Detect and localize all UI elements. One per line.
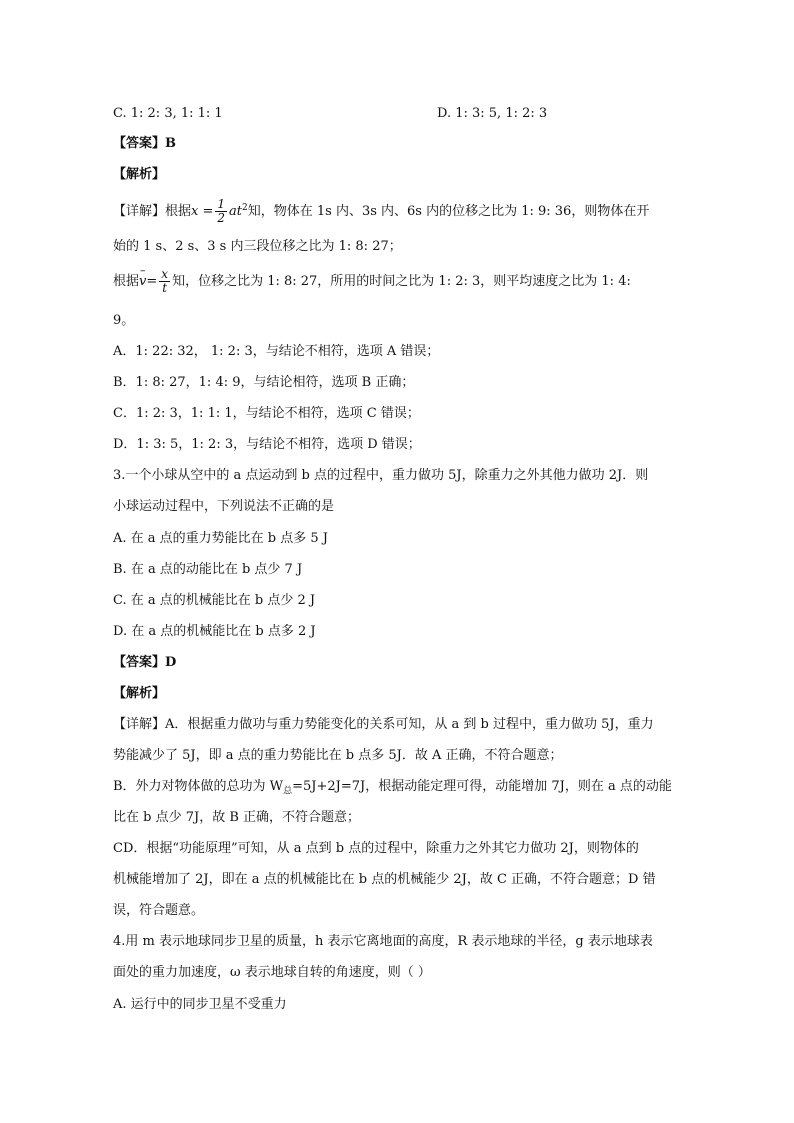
q3-detail-line-7: 误，符合题意。	[113, 903, 205, 918]
q3-answer: 【答案】D	[113, 655, 177, 670]
q3-detail-line-1: 【详解】A．根据重力做功与重力势能变化的关系可知，从 a 到 b 过程中，重力做功 5J，重力	[113, 717, 654, 732]
q4-option-a: A. 运行中的同步卫星不受重力	[113, 997, 287, 1012]
q4-stem-line-2: 面处的重力加速度，ω 表示地球自转的角速度，则（ ）	[113, 965, 431, 980]
formula-rhs: at	[229, 204, 242, 220]
q3-stem-line-2: 小球运动过程中，下列说法不正确的是	[113, 499, 335, 514]
q3-detail-line-5: CD．根据“功能原理”可知，从 a 点到 b 点的过程中，除重力之外其它力做功 2J，则物体的	[113, 841, 639, 856]
formula-lhs: x =	[191, 204, 214, 220]
q3-option-b: B. 在 a 点的动能比在 b 点少 7 J	[113, 562, 303, 577]
q2-option-b: B．1: 8: 27，1: 4: 9，与结论相符，选项 B 正确；	[113, 375, 415, 390]
detail-3-prefix: B．外力对物体做的总功为 W	[113, 779, 284, 794]
q3-detail-line-6: 机械能增加了 2J，即在 a 点的机械能比在 b 点的机械能少 2J，故 C 正确，不符合题意；D 错	[113, 872, 656, 887]
equals: =	[146, 274, 158, 290]
formula-exp: 2	[242, 202, 248, 213]
q2-option-a: A．1: 22: 32， 1: 2: 3，与结论不相符，选项 A 错误；	[113, 344, 440, 359]
q3-analysis-title: 【解析】	[113, 686, 166, 701]
detail-1-rest: 知，物体在 1s 内、3s 内、6s 内的位移之比为 1: 9: 36，则物体在开	[247, 204, 650, 220]
formula-den: 2	[217, 211, 226, 226]
v-num: x	[161, 267, 169, 281]
q2-detail-line-3	[113, 268, 631, 295]
option-c-top: C. 1: 2: 3, 1: 1: 1	[113, 106, 223, 121]
option-d-top: D. 1: 3: 5, 1: 2: 3	[437, 106, 548, 121]
v-den: t	[162, 281, 168, 296]
q2-answer: 【答案】B	[113, 136, 176, 151]
q3-stem-line-1: 3.一个小球从空中的 a 点运动到 b 点的过程中，重力做功 5J，除重力之外其他力做功 2J．则	[113, 468, 649, 483]
q3-option-c: C. 在 a 点的机械能比在 b 点少 2 J	[113, 593, 316, 608]
q3-detail-line-3	[113, 780, 672, 797]
q2-detail-line-4: 9。	[113, 313, 135, 328]
detail-3-prefix: 根据	[113, 274, 140, 290]
q2-analysis-title: 【解析】	[113, 167, 166, 182]
q3-detail-line-2: 势能减少了 5J，即 a 点的重力势能比在 b 点多 5J．故 A 正确，不符合题意；	[113, 748, 563, 763]
detail-3-rest: 知，位移之比为 1: 8: 27，所用的时间之比为 1: 2: 3，则平均速度之比为 1: 4:	[172, 274, 631, 290]
formula-num: 1	[217, 197, 226, 211]
v-fraction	[159, 268, 170, 295]
q3-detail-line-4: 比在 b 点少 7J，故 B 正确，不符合题意；	[113, 810, 361, 825]
q2-detail-line-1	[113, 198, 649, 225]
q3-option-a: A. 在 a 点的重力势能比在 b 点多 5 J	[113, 531, 329, 546]
q4-stem-line-1: 4.用 m 表示地球同步卫星的质量，h 表示它离地面的高度，R 表示地球的半径，g 表示地球表	[113, 934, 653, 949]
detail-3-rest: =5J+2J=7J，根据动能定理可得，动能增加 7J，则在 a 点的动能	[292, 779, 672, 794]
q2-option-c: C．1: 2: 3，1: 1: 1，与结论不相符，选项 C 错误；	[113, 406, 420, 421]
q2-option-d: D．1: 3: 5，1: 2: 3，与结论不相符，选项 D 错误；	[113, 437, 421, 452]
q2-detail-line-2: 始的 1 s、2 s、3 s 内三段位移之比为 1: 8: 27；	[113, 239, 402, 254]
formula-fraction	[215, 198, 227, 225]
detail-prefix: 【详解】根据	[113, 204, 192, 220]
v-bar-symbol: – v	[139, 274, 146, 289]
detail-3-sub: 总	[283, 786, 293, 797]
q3-option-d: D. 在 a 点的机械能比在 b 点多 2 J	[113, 624, 316, 639]
